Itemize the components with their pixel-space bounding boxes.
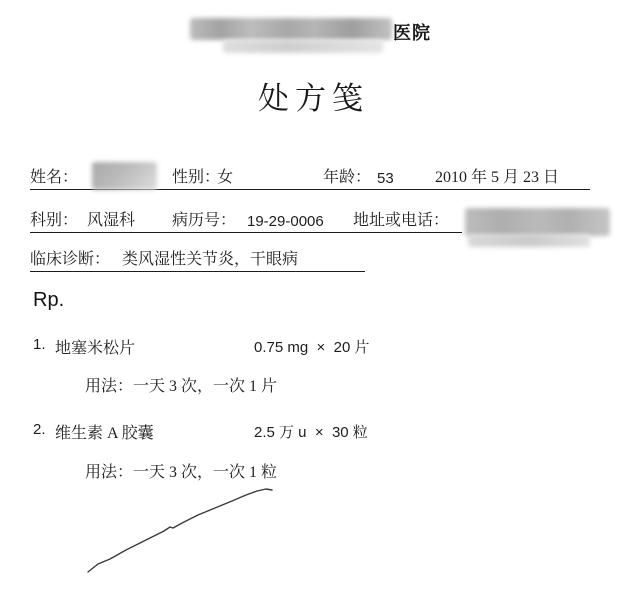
age-label: 年龄： xyxy=(323,169,372,186)
diagnosis-line xyxy=(30,249,365,272)
gender-value: 女 xyxy=(217,169,234,186)
rx-item-1 xyxy=(33,335,593,357)
drug-dose: 2.5 万 u × 30 粒 xyxy=(254,424,368,441)
drug-usage: 用法：一天 3 次，一次 1 粒 xyxy=(85,464,278,481)
hospital-suffix: 医院 xyxy=(393,23,431,43)
diagnosis-value: 类风湿性关节炎，干眼病 xyxy=(122,251,299,268)
age-value: 53 xyxy=(377,170,394,187)
dept-value: 风湿科 xyxy=(87,212,136,229)
drug-name: 地塞米松片 xyxy=(55,340,136,357)
signature-scribble xyxy=(80,483,280,578)
name-label: 姓名： xyxy=(30,169,79,186)
patient-info-line-2 xyxy=(30,207,462,233)
record-number-value: 19-29-0006 xyxy=(247,213,324,230)
prescription-date: 2010 年 5 月 23 日 xyxy=(435,169,560,186)
drug-dose: 0.75 mg × 20 片 xyxy=(254,339,370,356)
diagnosis-label: 临床诊断： xyxy=(30,251,111,268)
dept-label: 科别： xyxy=(30,212,79,229)
rx-item-2 xyxy=(33,420,593,442)
gender-label: 性别： xyxy=(172,169,221,186)
hospital-name-redacted xyxy=(190,18,392,40)
hospital-name-redacted-secondary xyxy=(223,40,383,53)
hospital-header xyxy=(0,0,627,58)
rx-heading: Rp. xyxy=(33,289,65,311)
contact-redacted xyxy=(465,208,610,236)
rx-item-number: 1. xyxy=(33,336,46,353)
prescription-title: 处方笺 xyxy=(258,81,369,116)
record-number-label: 病历号： xyxy=(172,212,237,229)
drug-name: 维生素 A 胶囊 xyxy=(55,425,154,442)
drug-usage: 用法：一天 3 次，一次 1 片 xyxy=(85,378,278,395)
patient-name-redacted xyxy=(92,162,157,190)
rx-item-number: 2. xyxy=(33,421,46,438)
contact-label: 地址或电话： xyxy=(353,212,450,229)
contact-redacted-secondary xyxy=(468,234,590,247)
